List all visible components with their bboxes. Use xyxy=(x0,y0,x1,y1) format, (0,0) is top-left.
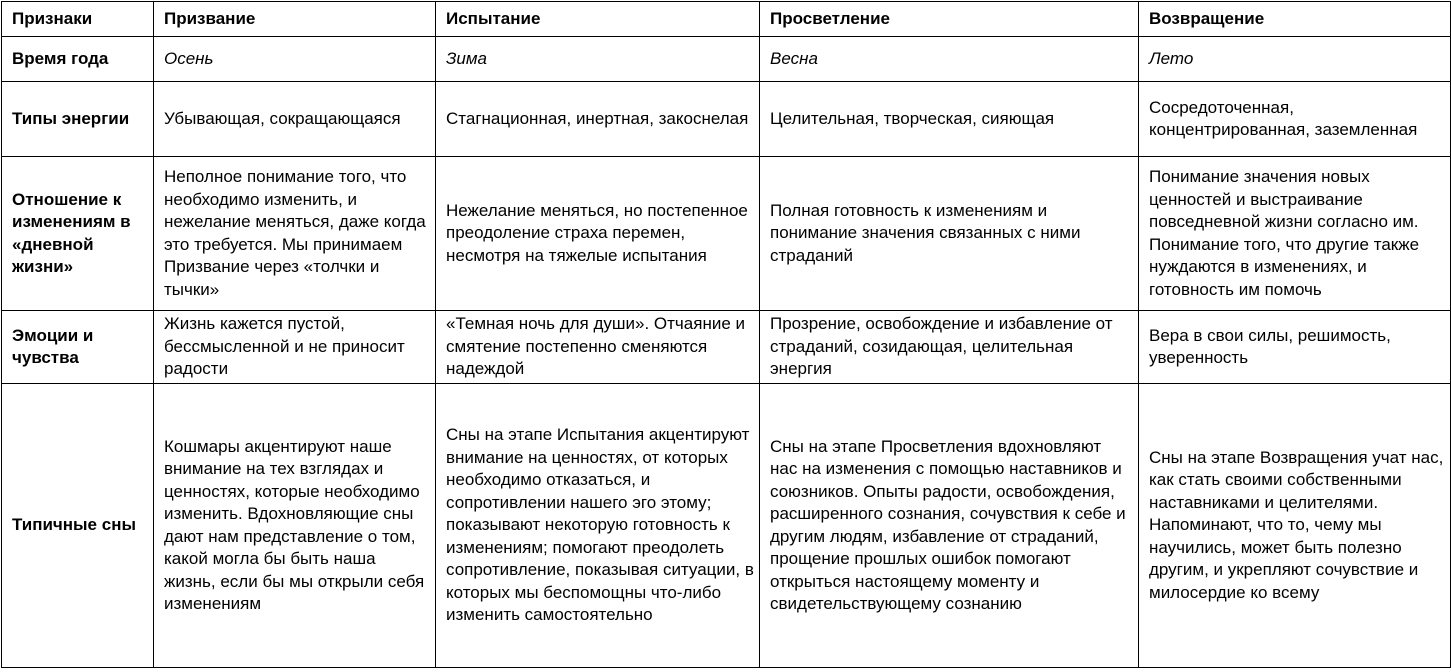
table-cell: Вера в свои силы, решимость, уверенность xyxy=(1139,311,1451,384)
header-cell-enlightenment: Просветление xyxy=(760,2,1139,37)
table-row xyxy=(2,82,1451,157)
table-cell: Неполное понимание того, что необходимо изменить, и нежелание меняться, даже когда это требуется. Мы принимаем Призвание через «толчки и тычки» xyxy=(154,157,436,311)
table-cell: Лето xyxy=(1139,37,1451,82)
header-row xyxy=(2,2,1451,37)
table-cell: Кошмары акцентируют наше внимание на тех взглядах и ценностях, которые необходимо изменить. Вдохновляющие сны дают нам представление о том, какой могла бы быть наша жизнь, если бы мы открыли себя изменениям xyxy=(154,384,436,668)
table-row xyxy=(2,311,1451,384)
table-cell: Жизнь кажется пустой, бессмысленной и не приносит радости xyxy=(154,311,436,384)
table-cell: Стагнационная, инертная, закоснелая xyxy=(436,82,760,157)
row-label: Типы энергии xyxy=(2,82,154,157)
table-cell: Прозрение, освобождение и избавление от страданий, созидающая, целительная энергия xyxy=(760,311,1139,384)
table-cell: Понимание значения новых ценностей и выстраивание повседневной жизни согласно им. Понимание того, что другие также нуждаются в изменениях, и готовность им помочь xyxy=(1139,157,1451,311)
row-label: Время года xyxy=(2,37,154,82)
table-cell: Весна xyxy=(760,37,1139,82)
stages-table xyxy=(1,1,1451,668)
table-cell: Сны на этапе Просветления вдохновляют нас на изменения с помощью наставников и союзников. Опыты радости, освобождения, расширенного сознания, сочувствия к себе и другим людям, избавление от страданий, прощение прошлых ошибок помогают открыться настоящему моменту и свидетельствующему сознанию xyxy=(760,384,1139,668)
table-row xyxy=(2,384,1451,668)
header-cell-calling: Призвание xyxy=(154,2,436,37)
row-label: Отношение к изменениям в «дневной жизни» xyxy=(2,157,154,311)
table-cell: Убывающая, сокращающаяся xyxy=(154,82,436,157)
table-row xyxy=(2,157,1451,311)
table-cell: Сны на этапе Возвращения учат нас, как стать своими собственными наставниками и целителями. Напоминают, что то, чему мы научились, может быть полезно другим, и укрепляют сочувствие и милосердие ко всему xyxy=(1139,384,1451,668)
table-cell: Сосредоточенная, концентрированная, заземленная xyxy=(1139,82,1451,157)
table-cell: Сны на этапе Испытания акцентируют внимание на ценностях, от которых необходимо отказаться, и сопротивлении нашего эго этому; показывают некоторую готовность к изменениям; помогают преодолеть сопротивление, показывая ситуации, в которых мы беспомощны что-либо изменить самостоятельно xyxy=(436,384,760,668)
row-label: Типичные сны xyxy=(2,384,154,668)
table-cell: «Темная ночь для души». Отчаяние и смятение постепенно сменяются надеждой xyxy=(436,311,760,384)
table-cell: Зима xyxy=(436,37,760,82)
row-label: Эмоции и чувства xyxy=(2,311,154,384)
table-cell: Полная готовность к изменениям и понимание значения связанных с ними страданий xyxy=(760,157,1139,311)
table-row xyxy=(2,37,1451,82)
header-cell-features: Признаки xyxy=(2,2,154,37)
table-cell: Осень xyxy=(154,37,436,82)
table-cell: Нежелание меняться, но постепенное преодоление страха перемен, несмотря на тяжелые испытания xyxy=(436,157,760,311)
table-cell: Целительная, творческая, сияющая xyxy=(760,82,1139,157)
header-cell-trial: Испытание xyxy=(436,2,760,37)
header-cell-return: Возвращение xyxy=(1139,2,1451,37)
